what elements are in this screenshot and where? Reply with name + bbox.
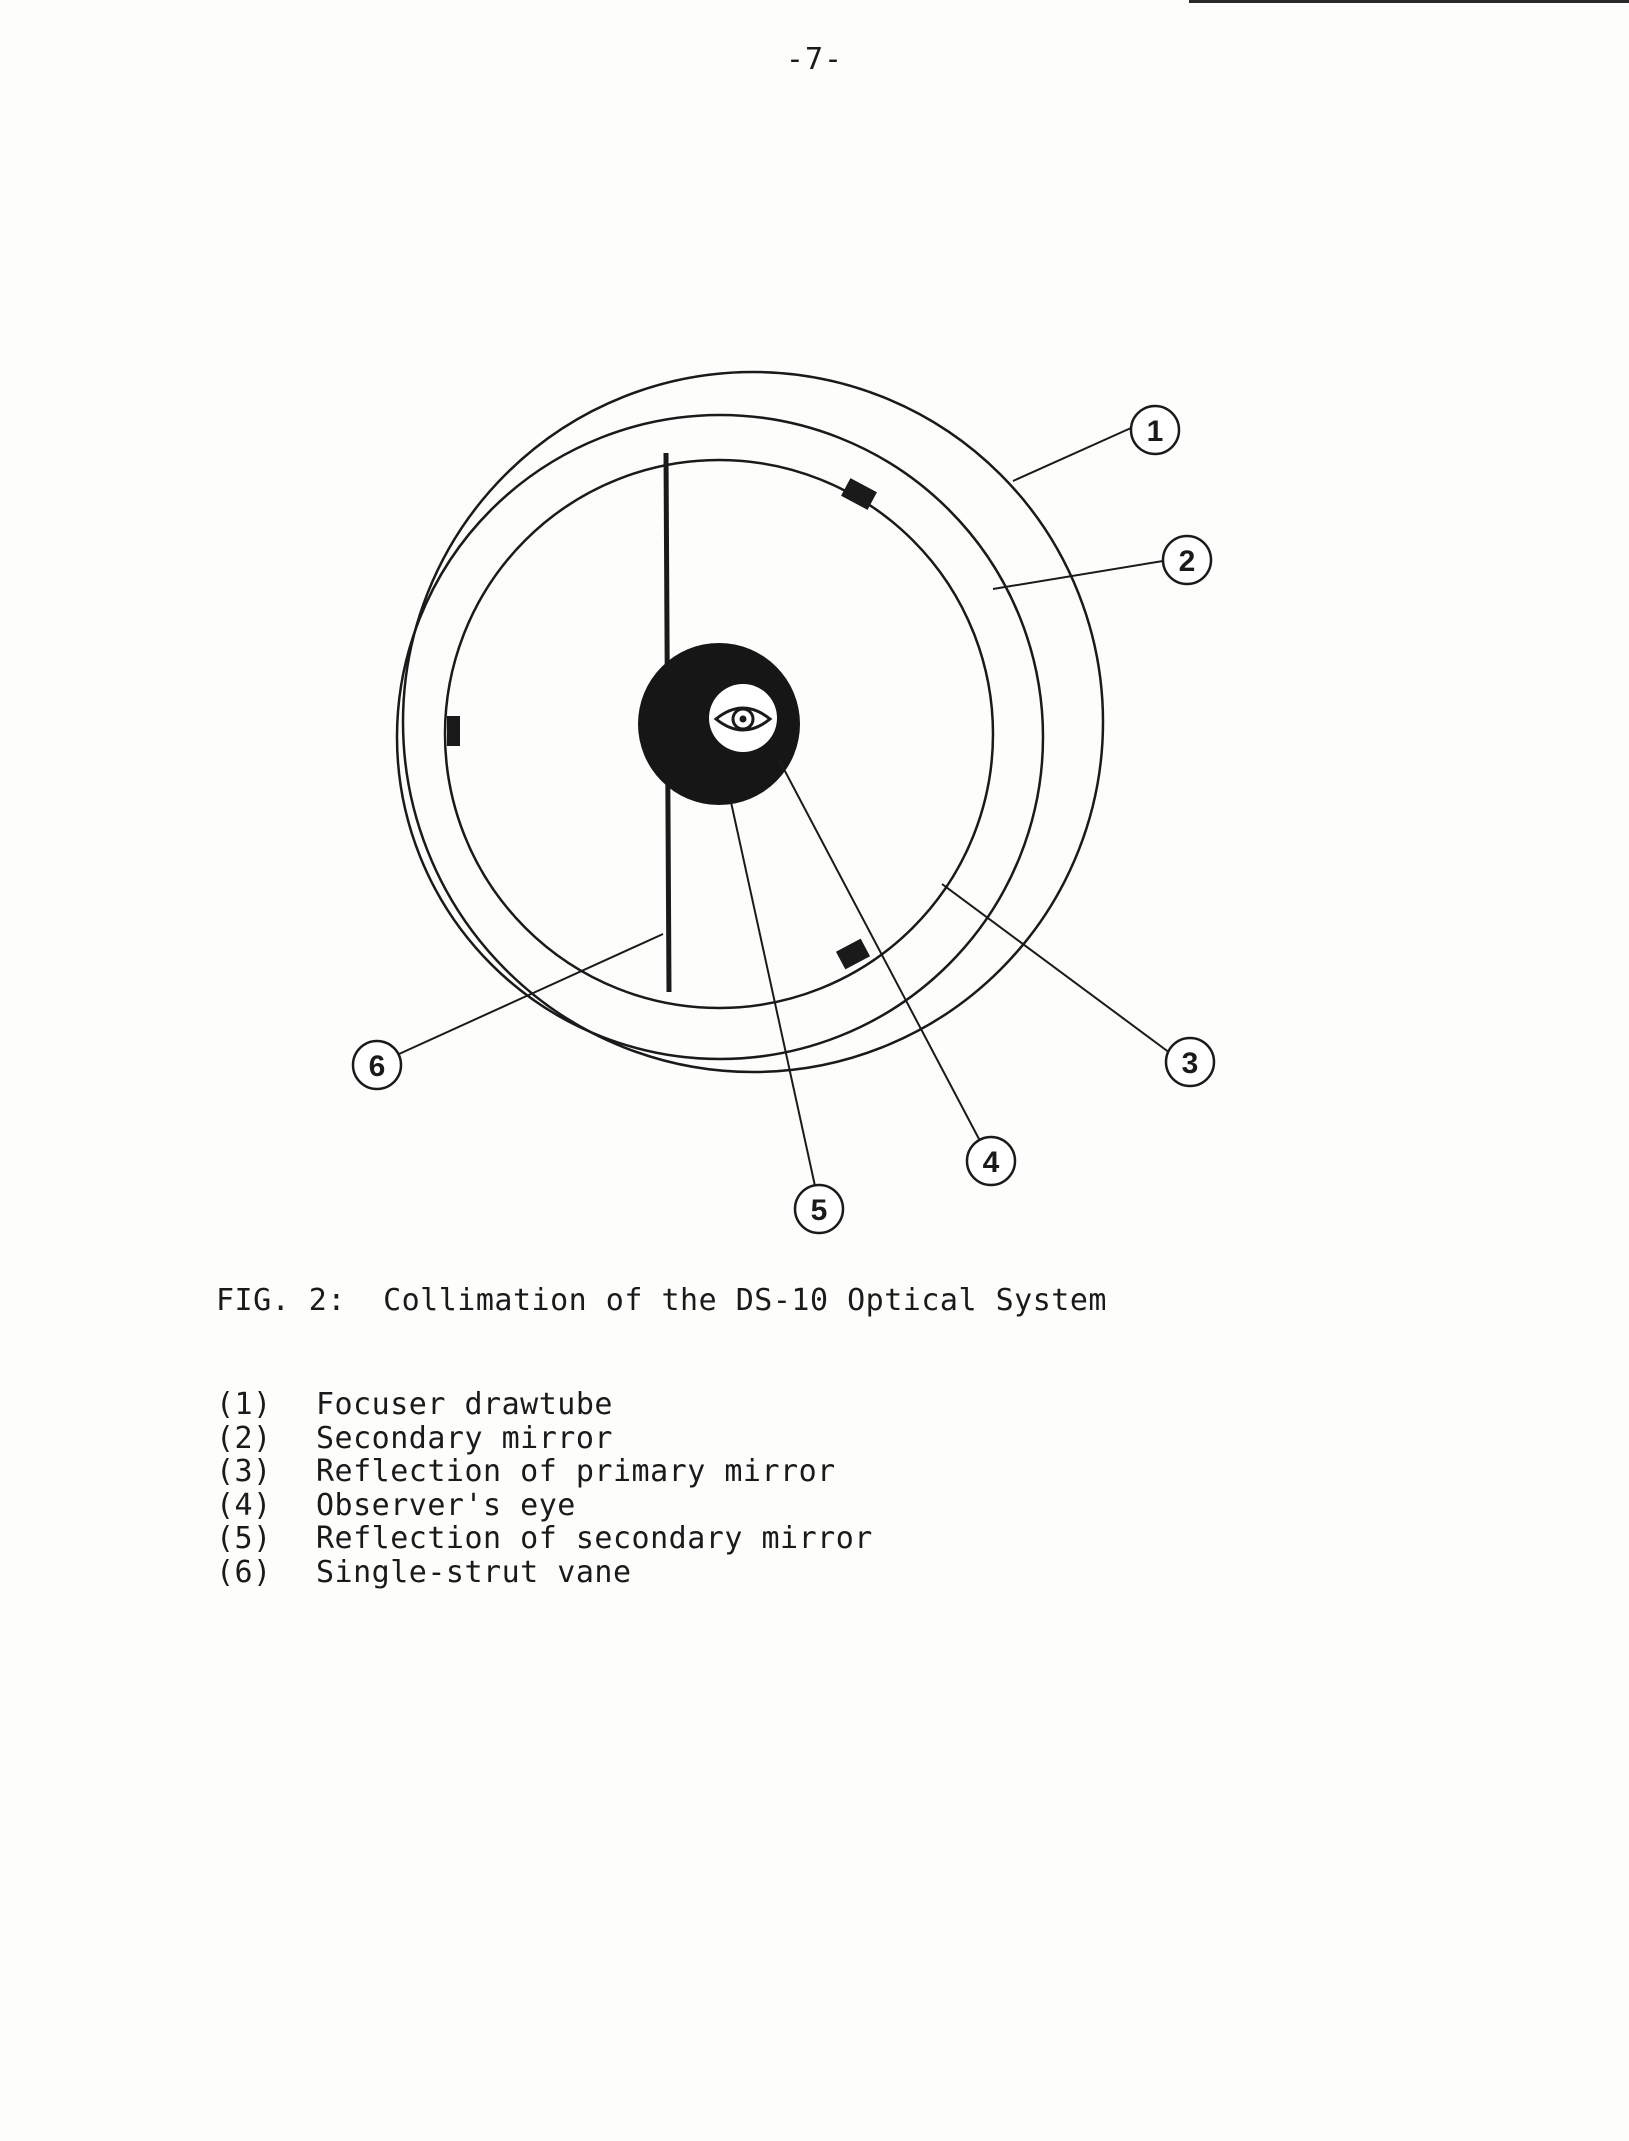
- legend-item-label: Single-strut vane: [316, 1554, 632, 1590]
- callout-2-label: 2: [1178, 545, 1196, 578]
- callout-4-label: 4: [982, 1146, 1000, 1179]
- figure-caption-label: FIG. 2:: [216, 1283, 346, 1318]
- callout-3-label: 3: [1181, 1047, 1199, 1080]
- legend-item-number: (2): [216, 1420, 272, 1456]
- callout-3: [1166, 1038, 1214, 1086]
- leader-line-4: [777, 756, 979, 1139]
- callout-5: [795, 1185, 843, 1233]
- legend-item: [216, 1556, 873, 1590]
- legend-item: [216, 1388, 873, 1422]
- legend-item-number: (6): [216, 1554, 272, 1590]
- legend-item: [216, 1422, 873, 1456]
- callout-2: [1163, 536, 1211, 584]
- leader-line-2: [993, 561, 1163, 589]
- legend-item-number: (5): [216, 1521, 272, 1556]
- legend-item-number: (4): [216, 1487, 272, 1523]
- callout-5-label: 5: [810, 1194, 828, 1227]
- figure-caption: [216, 1283, 1107, 1318]
- legend-item-label: Secondary mirror: [316, 1420, 613, 1456]
- callout-4: [967, 1137, 1015, 1185]
- leader-line-6: [399, 934, 663, 1054]
- legend-item: [216, 1455, 873, 1489]
- page-number: -7-: [785, 42, 844, 77]
- legend-item: [216, 1489, 873, 1523]
- callout-1: [1131, 406, 1179, 454]
- callout-6-label: 6: [368, 1050, 386, 1083]
- legend-item-label: Reflection of secondary mirror: [316, 1521, 873, 1556]
- figure-caption-title: Collimation of the DS-10 Optical System: [383, 1283, 1107, 1318]
- legend-item-label: Reflection of primary mirror: [316, 1454, 836, 1489]
- legend-item-label: Focuser drawtube: [316, 1387, 613, 1422]
- leader-line-3: [942, 884, 1170, 1053]
- legend-item-number: (3): [216, 1454, 272, 1489]
- legend-item-label: Observer's eye: [316, 1487, 576, 1523]
- callout-6: [353, 1041, 401, 1089]
- callout-1-label: 1: [1146, 415, 1164, 448]
- legend-item-number: (1): [216, 1387, 272, 1422]
- figure-legend: [216, 1388, 873, 1589]
- legend-item: [216, 1522, 873, 1556]
- mirror-clip-left: [447, 716, 460, 746]
- leader-line-1: [1013, 428, 1131, 481]
